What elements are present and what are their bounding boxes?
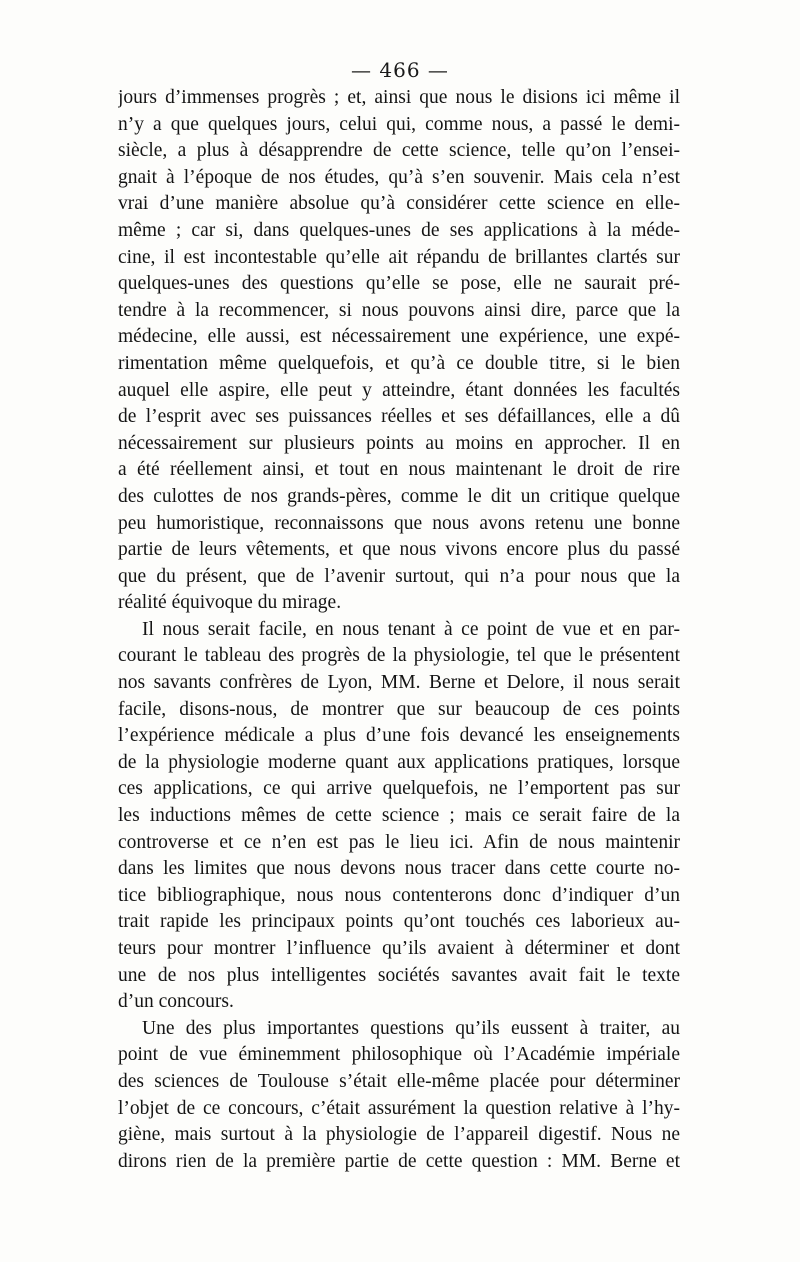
text-line: jours d’immenses progrès ; et, ainsi que nous le disions ici même il <box>118 87 680 108</box>
text-line: courant le tableau des progrès de la physiologie, tel que le présentent <box>118 645 680 667</box>
text-line: point de vue éminemment philosophique où l’Académie impériale <box>118 1044 680 1066</box>
text-line: partie de leurs vêtements, et que nous vivons encore plus du passé <box>118 539 680 561</box>
text-line: quelques-unes des questions qu’elle se pose, elle ne saurait pré- <box>118 273 680 295</box>
text-line: dans les limites que nous devons nous tracer dans cette courte no- <box>118 858 680 880</box>
text-line: peu humoristique, reconnaissons que nous avons retenu une bonne <box>118 512 680 534</box>
text-line: que du présent, que de l’avenir surtout, qui n’a pour nous que la <box>118 565 680 587</box>
text-line: tice bibliographique, nous nous contenterons donc d’indiquer d’un <box>118 884 680 906</box>
paragraph-1 <box>118 85 680 617</box>
text-line: n’y a que quelques jours, celui qui, comme nous, a passé le demi- <box>118 113 680 135</box>
text-line: ces applications, ce qui arrive quelquefois, ne l’emportent pas sur <box>118 778 680 800</box>
paragraph-2 <box>118 617 680 1016</box>
text-line: des culottes de nos grands-pères, comme le dit un critique quelque <box>118 485 680 507</box>
text-line: médecine, elle aussi, est nécessairement une expérience, une expé- <box>118 326 680 348</box>
text-line: siècle, a plus à désapprendre de cette science, telle qu’on l’ensei- <box>118 140 680 162</box>
text-line: des sciences de Toulouse s’était elle-même placée pour déterminer <box>118 1070 680 1092</box>
text-line: a été réellement ainsi, et tout en nous maintenant le droit de rire <box>118 459 680 481</box>
text-line: dirons rien de la première partie de cette question : MM. Berne et <box>118 1150 680 1172</box>
text-line: teurs pour montrer l’influence qu’ils avaient à déterminer et dont <box>118 938 680 959</box>
page-number: — 466 — <box>351 58 449 82</box>
text-line: nos savants confrères de Lyon, MM. Berne et Delore, il nous serait <box>118 672 680 694</box>
text-line: controverse et ce n’en est pas le lieu ici. Afin de nous maintenir <box>118 831 680 853</box>
text-line: l’expérience médicale a plus d’une fois devancé les enseignements <box>118 725 680 747</box>
text-line: giène, mais surtout à la physiologie de l’appareil digestif. Nous ne <box>118 1124 680 1146</box>
text-line: trait rapide les principaux points qu’ont touchés ces laborieux au- <box>118 911 680 933</box>
text-line: nécessairement sur plusieurs points au moins en approcher. Il en <box>118 432 680 454</box>
text-line: d’un concours. <box>118 991 234 1013</box>
text-line: réalité équivoque du mirage. <box>118 592 342 614</box>
text-line: vrai d’une manière absolue qu’à considérer cette science en elle- <box>118 193 680 215</box>
text-line: rimentation même quelquefois, et qu’à ce double titre, si le bien <box>118 352 680 374</box>
body-text <box>118 85 680 1175</box>
text-line: Il nous serait facile, en nous tenant à ce point de vue et en par- <box>142 618 680 640</box>
text-line: une de nos plus intelligentes sociétés savantes avait fait le texte <box>118 964 680 986</box>
text-line: Une des plus importantes questions qu’ils eussent à traiter, au <box>142 1017 680 1039</box>
text-line: de l’esprit avec ses puissances réelles et ses défaillances, elle a dû <box>118 406 680 428</box>
text-line: facile, disons-nous, de montrer que sur beaucoup de ces points <box>118 698 680 720</box>
text-line: de la physiologie moderne quant aux applications pratiques, lorsque <box>118 751 680 773</box>
text-line: les inductions mêmes de cette science ; mais ce serait faire de la <box>118 805 680 827</box>
paragraph-3 <box>118 1016 680 1176</box>
text-line: gnait à l’époque de nos études, qu’à s’en souvenir. Mais cela n’est <box>118 166 680 188</box>
text-line: cine, il est incontestable qu’elle ait répandu de brillantes clartés sur <box>118 246 680 268</box>
text-line: même ; car si, dans quelques-unes de ses applications à la méde- <box>118 219 680 241</box>
text-line: tendre à la recommencer, si nous pouvons ainsi dire, parce que la <box>118 299 680 321</box>
text-line: l’objet de ce concours, c’était assurément la question relative à l’hy- <box>118 1097 680 1119</box>
text-line: auquel elle aspire, elle peut y atteindre, étant données les facultés <box>118 379 680 401</box>
